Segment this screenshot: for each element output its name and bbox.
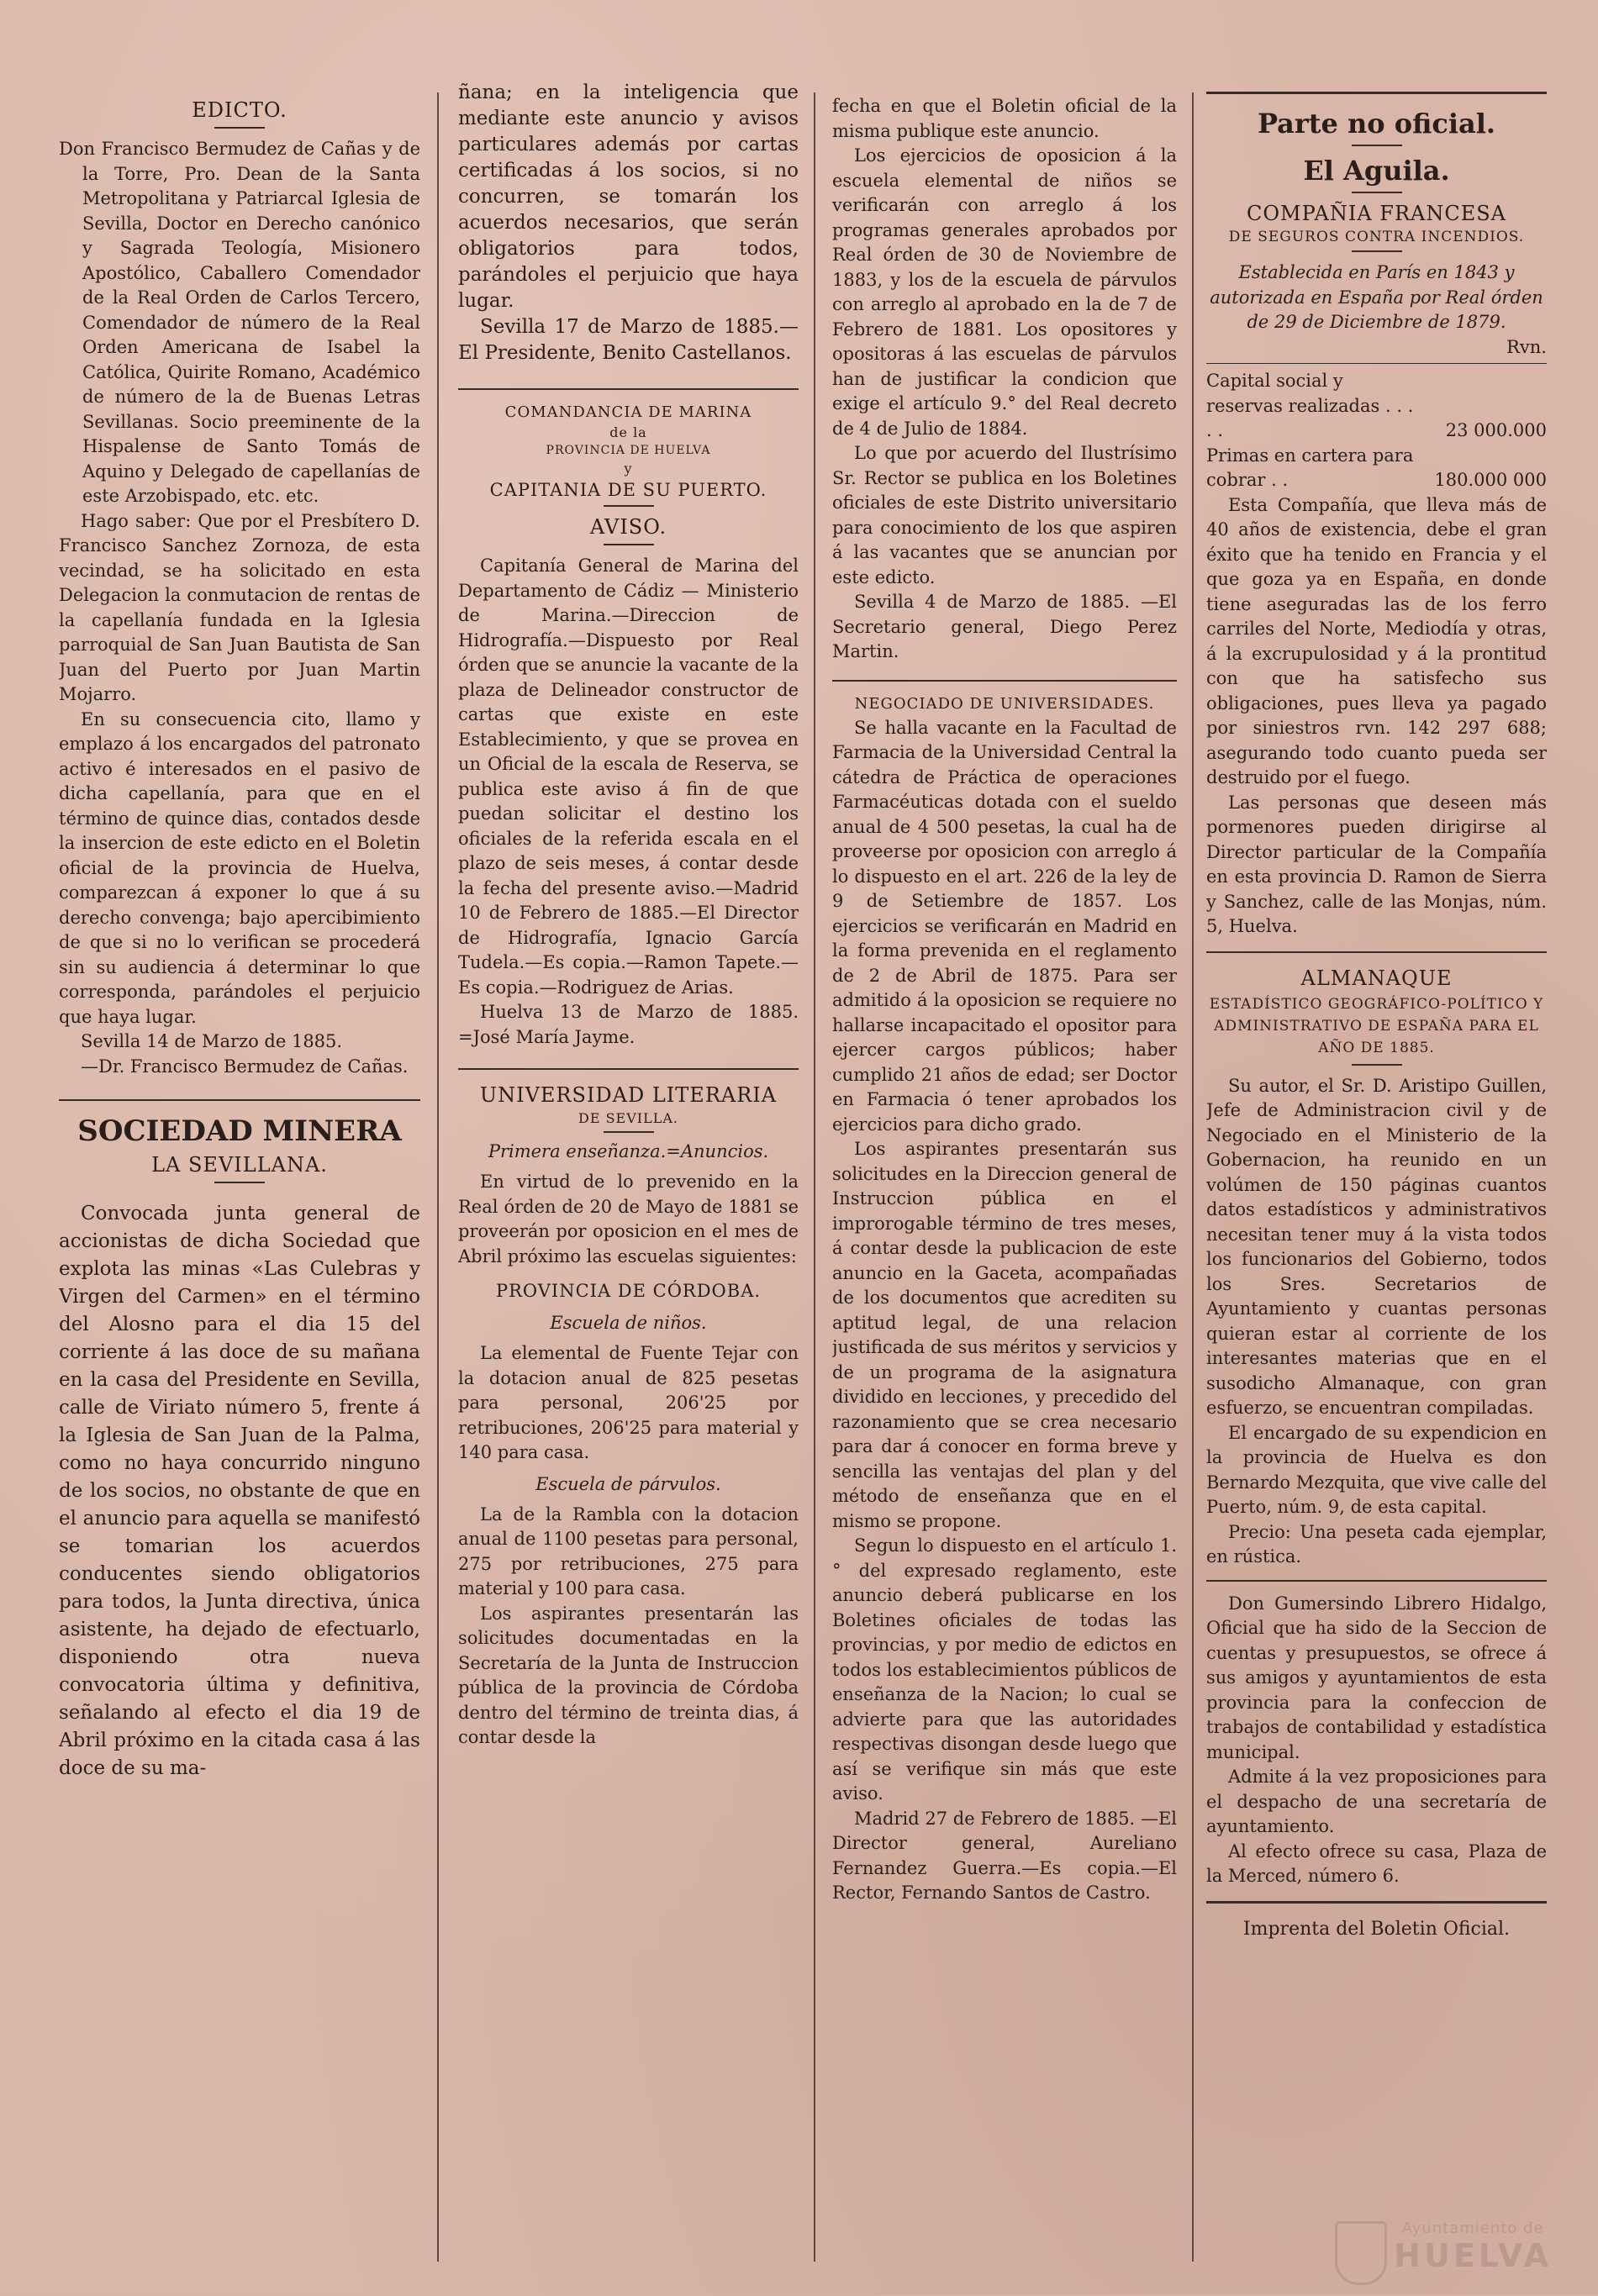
marina-heading: de la [609, 424, 647, 440]
primas-label: Primas en cartera para cobrar . . [1206, 445, 1414, 490]
almanaque-paragraph: Su autor, el Sr. D. Aristipo Guillen, Jefe de Administracion civil y de Negociado en el Ministerio de la Gobernacion, ha reunido en un volúmen de 150 páginas cuantos datos estadísticos y administrativos necesitan tener muy á la vista todos los funcionarios del Gobierno, todos los Sres. Secretarios de Ayuntamiento y cuantas personas quieran estar al corriente de los interesantes materias que en el susodicho Almanaque, con gran esfuerzo, se encuentran compiladas. [1206, 1075, 1547, 1418]
universidad-heading: UNIVERSIDAD LITERARIA [479, 1083, 778, 1107]
divider [832, 680, 1177, 682]
capital-value: 23 000.000 [1445, 420, 1547, 440]
negociado-paragraph: Segun lo dispuesto en el artículo 1.° del expresado reglamento, este anuncio deberá publicarse en los Boletines oficiales de todas las provincias, y por medio de edictos en todos los establecimientos públicos de enseñanza de la Nacion; lo cual se advierte para que las autoridades respectivas disongan desde luego que así se verifique sin más que este aviso. [832, 1535, 1177, 1804]
column-rule [1192, 92, 1194, 2262]
parte-no-oficial-title: Parte no oficial. [1257, 108, 1496, 140]
edicto-title: EDICTO. [192, 98, 287, 122]
almanaque-paragraph: Precio: Una peseta cada ejemplar, en rústica. [1206, 1521, 1547, 1567]
edicto-paragraph: Hago saber: Que por el Presbítero D. Francisco Sanchez Zornoza, de esta vecindad, se ha solicitado en esta Delegacion la conmutacion de rentas de la capellanía fundada en la Iglesia parroquial de San Juan Bautista de San Juan del Puerto por Juan Martin Mojarro. [59, 510, 420, 704]
paragraph: Sevilla 4 de Marzo de 1885. —El Secretario general, Diego Perez Martin. [832, 592, 1177, 661]
aguila-paragraph: Las personas que deseen más pormenores pueden dirigirse al Director particular de la Compañía en esta provincia D. Ramon de Sierra y Sanchez, calle de las Monjas, núm. 5, Huelva. [1206, 792, 1547, 936]
stamp-line: Ayuntamiento de [1401, 2220, 1544, 2237]
escuela-paragraph: La de la Rambla con la dotacion anual de 1100 pesetas para personal, 275 por retribuciones, 275 para material y 100 para casa. [458, 1503, 799, 1598]
universidad-heading: DE SEVILLA. [578, 1110, 678, 1126]
aviso-title: AVISO. [589, 515, 667, 539]
column-1 [59, 80, 420, 2282]
negociado-paragraph: Los aspirantes presentarán sus solicitudes en la Direccion general de Instruccion pública en el improrogable término de tres meses, á contar desde la publicacion de este anuncio en la Gaceta, acompañadas de los documentos que acrediten su aptitud legal, de una relacion justificada de sus méritos y servicios y de un programa de la asignatura dividido en lecciones, y precedido del razonamiento que se crea necesario para dar á conocer en forma breve y sencilla las ventajas del plan y del método de enseñanza que en el mismo se propone. [832, 1139, 1177, 1531]
imprenta-footer: Imprenta del Boletin Oficial. [1242, 1918, 1511, 1940]
gumersindo-paragraph: Don Gumersindo Librero Hidalgo, Oficial que ha sido de la Seccion de cuentas y presupuestos, se ofrece á sus amigos y ayuntamientos de esta provincia para la confeccion de trabajos de contabilidad y estadística municipal. [1206, 1593, 1547, 1762]
column-2 [458, 80, 799, 2282]
marina-heading: y [624, 461, 633, 477]
gumersindo-paragraph: Admite á la vez proposiciones para el despacho de una secretaría de ayuntamiento. [1206, 1767, 1547, 1836]
aviso-paragraph: Huelva 13 de Marzo de 1885. =José María Jayme. [458, 1002, 799, 1047]
paragraph: Los ejercicios de oposicion á la escuela elemental de niños se verificarán con arreglo á los programas generales aprobados por Real órden de 30 de Noviembre de 1883, y los de la escuela de párvulos con arreglo al aprobado en la de 7 de Febrero de 1881. Los opositores y opositoras á las escuelas de párvulos han de justificar la condicion que exige el artículo 9.° del Real decreto de 4 de Julio de 1884. [832, 145, 1177, 439]
divider [458, 1068, 799, 1070]
divider [604, 1131, 654, 1133]
edicto-date: Sevilla 14 de Marzo de 1885. [81, 1031, 343, 1051]
aviso-paragraph: Capitanía General de Marina del Departamento de Cádiz — Ministerio de Marina.—Direccion de Hidrografía.—Dispuesto por Real órden que se anuncie la vacante de la plaza de Delineador constructor de cartas que existe en este Establecimiento, y que se provea en un Oficial de la escala de Reserva, se publica este aviso á fin de que puedan solicitar el destino los oficiales de la referida escala en el plazo de seis meses, á contar desde la fecha del presente aviso.—Madrid 10 de Febrero de 1885.—El Director de Hidrografía, Ignacio García Tudela.—Es copia.—Ramon Tapete.—Es copia.—Rodriguez de Arias. [458, 556, 799, 998]
column-rule [437, 92, 439, 2262]
sociedad-subtitle: LA SEVILLANA. [151, 1153, 328, 1177]
sociedad-date: Sevilla 17 de Marzo de 1885.—El Presidente, Benito Castellanos. [458, 316, 799, 364]
divider [1206, 92, 1547, 94]
establecida-text: Establecida en París en 1843 y autorizada en España por Real órden de 29 de Diciembre de 1879. [1210, 262, 1543, 332]
divider [1352, 192, 1402, 193]
divider [1206, 1901, 1547, 1904]
crest-icon [1335, 2221, 1387, 2285]
divider [1352, 250, 1402, 252]
stamp-line: HUELVA [1394, 2237, 1552, 2274]
marina-heading: PROVINCIA DE HUELVA [546, 444, 711, 457]
provincia-heading: PROVINCIA DE CÓRDOBA. [495, 1281, 762, 1301]
almanaque-subtitle: ESTADÍSTICO GEOGRÁFICO-POLÍTICO Y ADMINISTRATIVO DE ESPAÑA PARA EL AÑO DE 1885. [1209, 995, 1544, 1056]
negociado-paragraph: Se halla vacante en la Facultad de Farmacia de la Universidad Central la cátedra de Práctica de operaciones Farmacéuticas dotada con el sueldo anual de 4 500 pesetas, la cual ha de proveerse por oposicion con arreglo á lo dispuesto en el art. 226 de la ley de 9 de Setiembre de 1857. Los ejercicios se verificarán en Madrid en la forma prevenida en el reglamento de 2 de Abril de 1875. Para ser admitido á la oposicion se requiere no hallarse incapacitado el opositor para ejercer cargos públicos; haber cumplido 21 años de edad; ser Doctor en Farmacia ó tener aprobados los ejercicios para dicho grado. [832, 717, 1177, 1135]
edicto-signature: —Dr. Francisco Bermudez de Cañas. [81, 1056, 409, 1077]
paragraph: Lo que por acuerdo del Ilustrísimo Sr. Rector se publica en los Boletines oficiales de este Distrito universitario para conocimiento de los que aspiren á las vacantes que se anuncian por este edicto. [832, 443, 1177, 587]
divider [1206, 1580, 1547, 1582]
universidad-subtitle: Primera enseñanza.=Anuncios. [488, 1141, 769, 1161]
sociedad-paragraph: Convocada junta general de accionistas de dicha Sociedad que explota las minas «Las Culebras y Virgen del Carmen» en el término del Alosno para el dia 15 del corriente á las doce de su mañana en la casa del Presidente en Sevilla, calle de Viriato número 5, frente á la Iglesia de San Juan de la Palma, como no haya concurrido ninguno de los socios, no obstante de que en el anuncio para aquella se manifestó se tomarian los acuerdos conducentes siendo obligatorios para todos, la Junta directiva, única asistente, ha dejado de efectuarlo, disponiendo otra nueva convocatoria última y definitiva, señalando al efecto el dia 19 de Abril próximo en la citada casa á las doce de su ma- [59, 1203, 420, 1779]
column-4 [1206, 88, 1547, 2290]
divider [1352, 1064, 1402, 1066]
archive-stamp [1394, 2220, 1552, 2274]
universidad-paragraph: Los aspirantes presentarán las solicitudes documentadas en la Secretaría de la Junta de Instruccion pública de la provincia de Córdoba dentro del término de treinta dias, á contar desde la [458, 1603, 799, 1747]
divider [1206, 951, 1547, 953]
rvn-label: Rvn. [1506, 336, 1547, 357]
sociedad-title: SOCIEDAD MINERA [77, 1114, 402, 1148]
almanaque-title: ALMANAQUE [1300, 966, 1453, 990]
divider [604, 505, 654, 507]
capital-row [1206, 369, 1547, 444]
column-3 [832, 94, 1177, 2296]
divider [458, 388, 799, 390]
divider [214, 1182, 265, 1183]
marina-heading: CAPITANIA DE SU PUERTO. [489, 480, 767, 500]
sociedad-continuation: ñana; en la inteligencia que mediante este anuncio y avisos particulares además por cartas certificadas á los socios, si no concurren, se tomarán los acuerdos necesarios, que serán obligatorios para todos, parándoles el perjuicio que haya lugar. [458, 82, 799, 312]
el-aguila-title: El Aguila. [1303, 155, 1450, 187]
paragraph: fecha en que el Boletin oficial de la misma publique este anuncio. [832, 96, 1177, 141]
gumersindo-paragraph: Al efecto ofrece su casa, Plaza de la Merced, número 6. [1206, 1840, 1547, 1886]
column-rule [814, 92, 815, 2262]
escuela-paragraph: La elemental de Fuente Tejar con la dotacion anual de 825 pesetas para personal, 206'25 por retribuciones, 206'25 para material y 140 para casa. [458, 1343, 799, 1462]
divider [59, 1099, 420, 1101]
edicto-paragraph: Don Francisco Bermudez de Cañas y de la Torre, Pro. Dean de la Santa Metropolitana y Patriarcal Iglesia de Sevilla, Doctor en Derecho canónico y Sagrada Teología, Misionero Apostólico, Caballero Comendador de la Real Orden de Carlos Tercero, Comendador de número de la Real Orden Americana de Isabel la Católica, Quirite Romano, Académico de número de la de Buenas Letras Sevillanas. Socio preeminente de la Hispalense de Santo Tomás de Aquino y Delegado de capellanías de este Arzobispado, etc. etc. [59, 139, 420, 506]
almanaque-paragraph: El encargado de su expendicion en la provincia de Huelva es don Bernardo Mezquita, que vive calle del Puerto, núm. 9, de esta capital. [1206, 1422, 1547, 1517]
universidad-paragraph: En virtud de lo prevenido en la Real órden de 20 de Mayo de 1881 se proveerán por oposicion en el mes de Abril próximo las escuelas siguientes: [458, 1172, 799, 1266]
negociado-title: NEGOCIADO DE UNIVERSIDADES. [854, 694, 1155, 713]
divider [604, 544, 654, 545]
divider [214, 127, 265, 129]
aguila-paragraph: Esta Compañía, que lleva más de 40 años de existencia, debe el gran éxito que ha tenido en Francia y el que goza ya en España, en donde tiene aseguradas las de los ferro carriles del Norte, Mediodía y otras, á la excrupulosidad y á la prontitud con que ha satisfecho sus obligaciones, pues lleva ya pagado por siniestros rvn. 142 297 688; asegurando todo cuanto pueda ser destruido por el fuego. [1206, 494, 1547, 787]
capital-label: Capital social y reservas realizadas . . . . . [1206, 371, 1414, 440]
seguros-heading: DE SEGUROS CONTRA INCENDIOS. [1228, 229, 1525, 245]
divider [1352, 145, 1402, 146]
compania-heading: COMPAÑIA FRANCESA [1246, 202, 1507, 225]
primas-value: 180.000 000 [1434, 470, 1547, 490]
primas-row [1206, 444, 1547, 493]
divider [1206, 363, 1547, 364]
edicto-paragraph: En su consecuencia cito, llamo y emplazo á los encargados del patronato activo é interesados en el pasivo de dicha capellanía, para que en el término de quince dias, contados desde la insercion de este edicto en el Boletin oficial de la provincia de Huelva, comparezcan á exponer lo que á su derecho convenga; bajo apercibimiento de que si no lo verifican se procederá sin su audiencia á determinar lo que corresponda, parándoles el perjuicio que haya lugar. [59, 708, 420, 1027]
negociado-paragraph: Madrid 27 de Febrero de 1885. —El Director general, Aureliano Fernandez Guerra.—Es copia.—El Rector, Fernando Santos de Castro. [832, 1808, 1177, 1903]
marina-heading: COMANDANCIA DE MARINA [504, 403, 752, 421]
escuela-heading: Escuela de niños. [550, 1313, 707, 1333]
escuela-heading: Escuela de párvulos. [535, 1473, 721, 1494]
